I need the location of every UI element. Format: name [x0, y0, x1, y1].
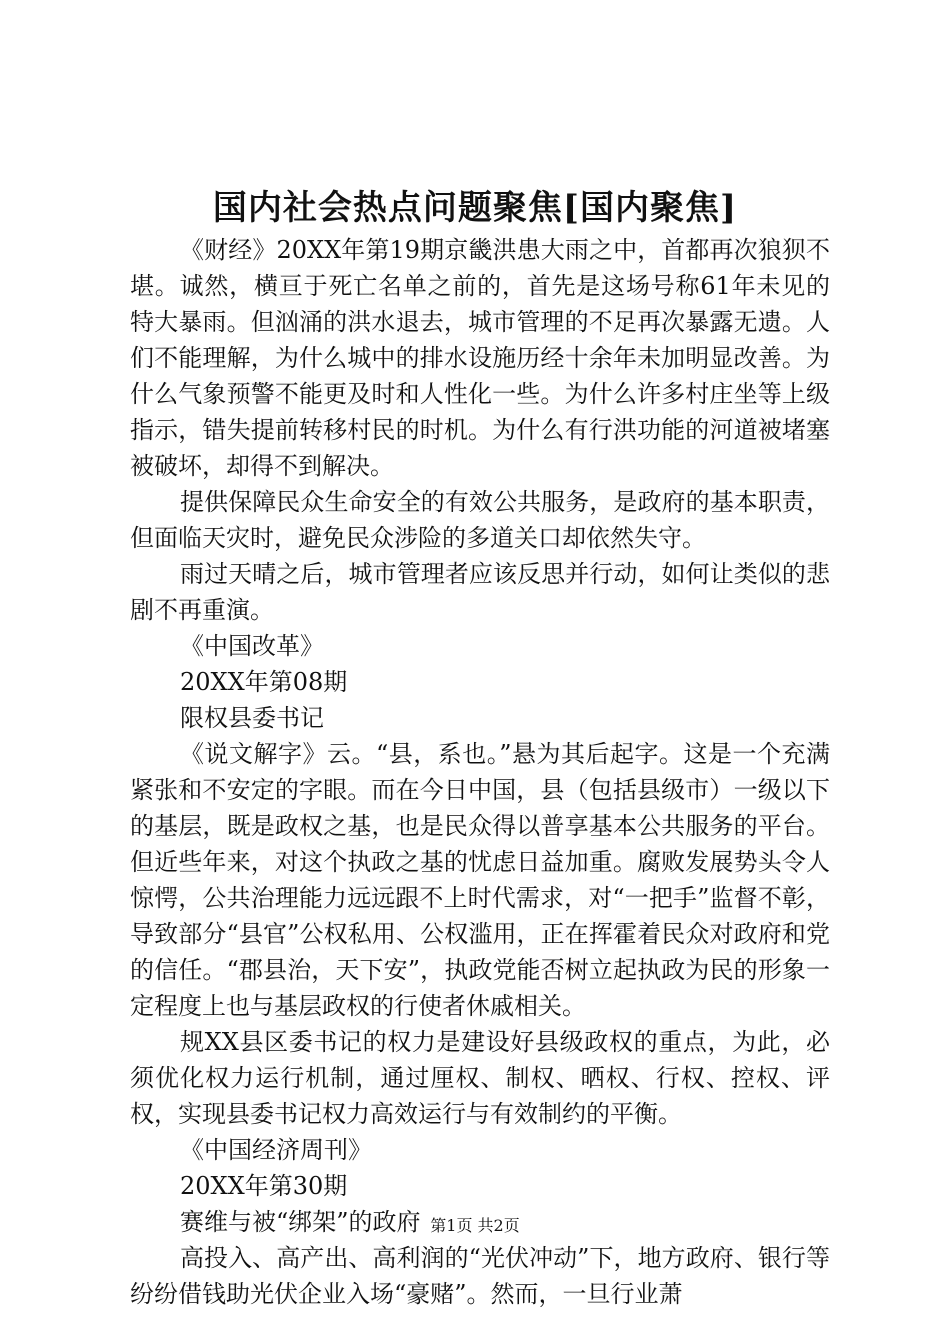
- paragraph-12: 高投入、高产出、高利润的“光伏冲动”下，地方政府、银行等纷纷借钱助光伏企业入场“豪赌”。然而，一旦行业萧: [130, 1244, 830, 1308]
- paragraph-2: 提供保障民众生命安全的有效公共服务，是政府的基本职责，但面临天灾时，避免民众涉险的多道关口却依然失守。: [130, 488, 830, 552]
- paragraph-1: 《财经》20XX年第19期京畿洪患大雨之中，首都再次狼狈不堪。诚然，横亘于死亡名单之前的，首先是这场号称61年未见的特大暴雨。但汹涌的洪水退去，城市管理的不足再次暴露无遗。人们不能理解，为什么城中的排水设施历经十余年未加明显改善。为什么气象预警不能更及时和人性化一些。为什么许多村庄坐等上级指示，错失提前转移村民的时机。为什么有行洪功能的河道被堵塞被破坏，却得不到解决。: [130, 236, 830, 480]
- article-heading-3: 赛维与被“绑架”的政府: [180, 1208, 421, 1236]
- document-body: [130, 232, 830, 1312]
- source-issue-3: 20XX年第30期: [180, 1172, 348, 1200]
- source-name-3: 《中国经济周刊》: [180, 1136, 372, 1164]
- source-issue-2: 20XX年第08期: [180, 668, 348, 696]
- paragraph-3: 雨过天晴之后，城市管理者应该反思并行动，如何让类似的悲剧不再重演。: [130, 560, 830, 624]
- paragraph-7: 《说文解字》云。“县，系也。”悬为其后起字。这是一个充满紧张和不安定的字眼。而在今日中国，县（包括县级市）一级以下的基层，既是政权之基，也是民众得以普享基本公共服务的平台。但近些年来，对这个执政之基的忧虑日益加重。腐败发展势头令人惊愕，公共治理能力远远跟不上时代需求，对“一把手”监督不彰，导致部分“县官”公权私用、公权滥用，正在挥霍着民众对政府和党的信任。“郡县治，天下安”，执政党能否树立起执政为民的形象一定程度上也与基层政权的行使者休戚相关。: [130, 740, 830, 1020]
- document-title: 国内社会热点问题聚焦[国内聚焦]: [212, 188, 738, 228]
- page-footer: 第1页 共2页: [430, 1216, 520, 1235]
- article-heading-2: 限权县委书记: [180, 704, 324, 732]
- paragraph-8: 规XX县区委书记的权力是建设好县级政权的重点，为此，必须优化权力运行机制，通过厘权、制权、晒权、行权、控权、评权，实现县委书记权力高效运行与有效制约的平衡。: [130, 1028, 830, 1128]
- source-name-2: 《中国改革》: [180, 632, 324, 660]
